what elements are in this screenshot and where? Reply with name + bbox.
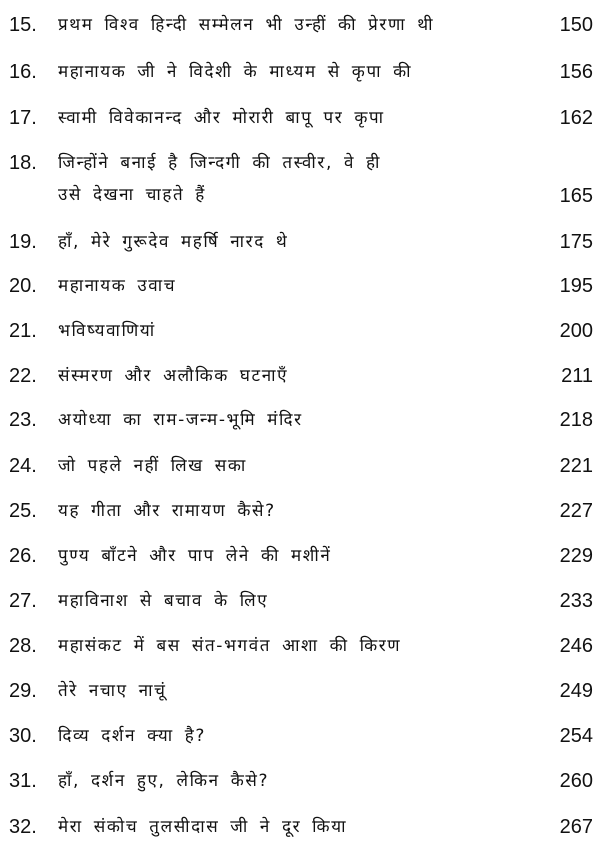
entry-title: अयोध्या का राम-जन्म-भूमि मंदिर	[58, 410, 303, 430]
entry-page-number: 165	[559, 185, 593, 207]
entry-page-number: 211	[561, 365, 593, 387]
entry-page-number: 218	[559, 409, 593, 431]
entry-number: 28.	[9, 635, 37, 657]
entry-number: 23.	[9, 409, 37, 431]
entry-title: भविष्यवाणियां	[58, 321, 156, 341]
entry-page-number: 195	[559, 275, 593, 297]
entry-title: दिव्य दर्शन क्या है?	[58, 726, 206, 746]
entry-page-number: 254	[559, 725, 593, 747]
entry-title: यह गीता और रामायण कैसे?	[58, 501, 276, 521]
entry-page-number: 267	[559, 816, 593, 838]
entry-page-number: 249	[559, 680, 593, 702]
entry-title: हाँ, दर्शन हुए, लेकिन कैसे?	[58, 771, 270, 791]
entry-title: संस्मरण और अलौकिक घटनाएँ	[58, 366, 289, 386]
entry-page-number: 246	[559, 635, 593, 657]
entry-page-number: 260	[559, 770, 593, 792]
entry-title: महासंकट में बस संत-भगवंत आशा की किरण	[58, 636, 402, 656]
entry-page-number: 227	[559, 500, 593, 522]
entry-number: 22.	[9, 365, 37, 387]
entry-title: तेरे नचाए नाचूं	[58, 681, 167, 701]
entry-title: महानायक जी ने विदेशी के माध्यम से कृपा की	[58, 62, 413, 82]
entry-number: 29.	[9, 680, 37, 702]
entry-title: जिन्होंने बनाई है जिन्दगी की तस्वीर, वे ही उसे देखना चाहते हैं	[58, 153, 382, 205]
entry-number: 16.	[9, 61, 37, 83]
entry-number: 17.	[9, 107, 37, 129]
entry-page-number: 175	[559, 231, 593, 253]
entry-number: 32.	[9, 816, 37, 838]
entry-number: 24.	[9, 455, 37, 477]
entry-number: 27.	[9, 590, 37, 612]
entry-number: 26.	[9, 545, 37, 567]
entry-number: 15.	[9, 14, 37, 36]
entry-number: 21.	[9, 320, 37, 342]
entry-title: प्रथम विश्व हिन्दी सम्मेलन भी उन्हीं की प्रेरणा थी	[58, 15, 435, 35]
entry-number: 20.	[9, 275, 37, 297]
entry-page-number: 162	[559, 107, 593, 129]
entry-number: 25.	[9, 500, 37, 522]
entry-page-number: 200	[559, 320, 593, 342]
entry-number: 30.	[9, 725, 37, 747]
entry-title: हाँ, मेरे गुरूदेव महर्षि नारद थे	[58, 232, 289, 252]
entry-page-number: 156	[559, 61, 593, 83]
entry-title: महाविनाश से बचाव के लिए	[58, 591, 269, 611]
entry-page-number: 221	[559, 455, 593, 477]
entry-title: पुण्य बाँटने और पाप लेने की मशीनें	[58, 546, 332, 566]
entry-title: जो पहले नहीं लिख सका	[58, 456, 247, 476]
entry-number: 31.	[9, 770, 37, 792]
entry-title: स्वामी विवेकानन्द और मोरारी बापू पर कृपा	[58, 108, 385, 128]
entry-number: 18.	[9, 152, 37, 174]
entry-page-number: 229	[559, 545, 593, 567]
entry-title: महानायक उवाच	[58, 276, 177, 296]
entry-page-number: 233	[559, 590, 593, 612]
entry-page-number: 150	[559, 14, 593, 36]
entry-title: मेरा संकोच तुलसीदास जी ने दूर किया	[58, 817, 348, 837]
entry-number: 19.	[9, 231, 37, 253]
